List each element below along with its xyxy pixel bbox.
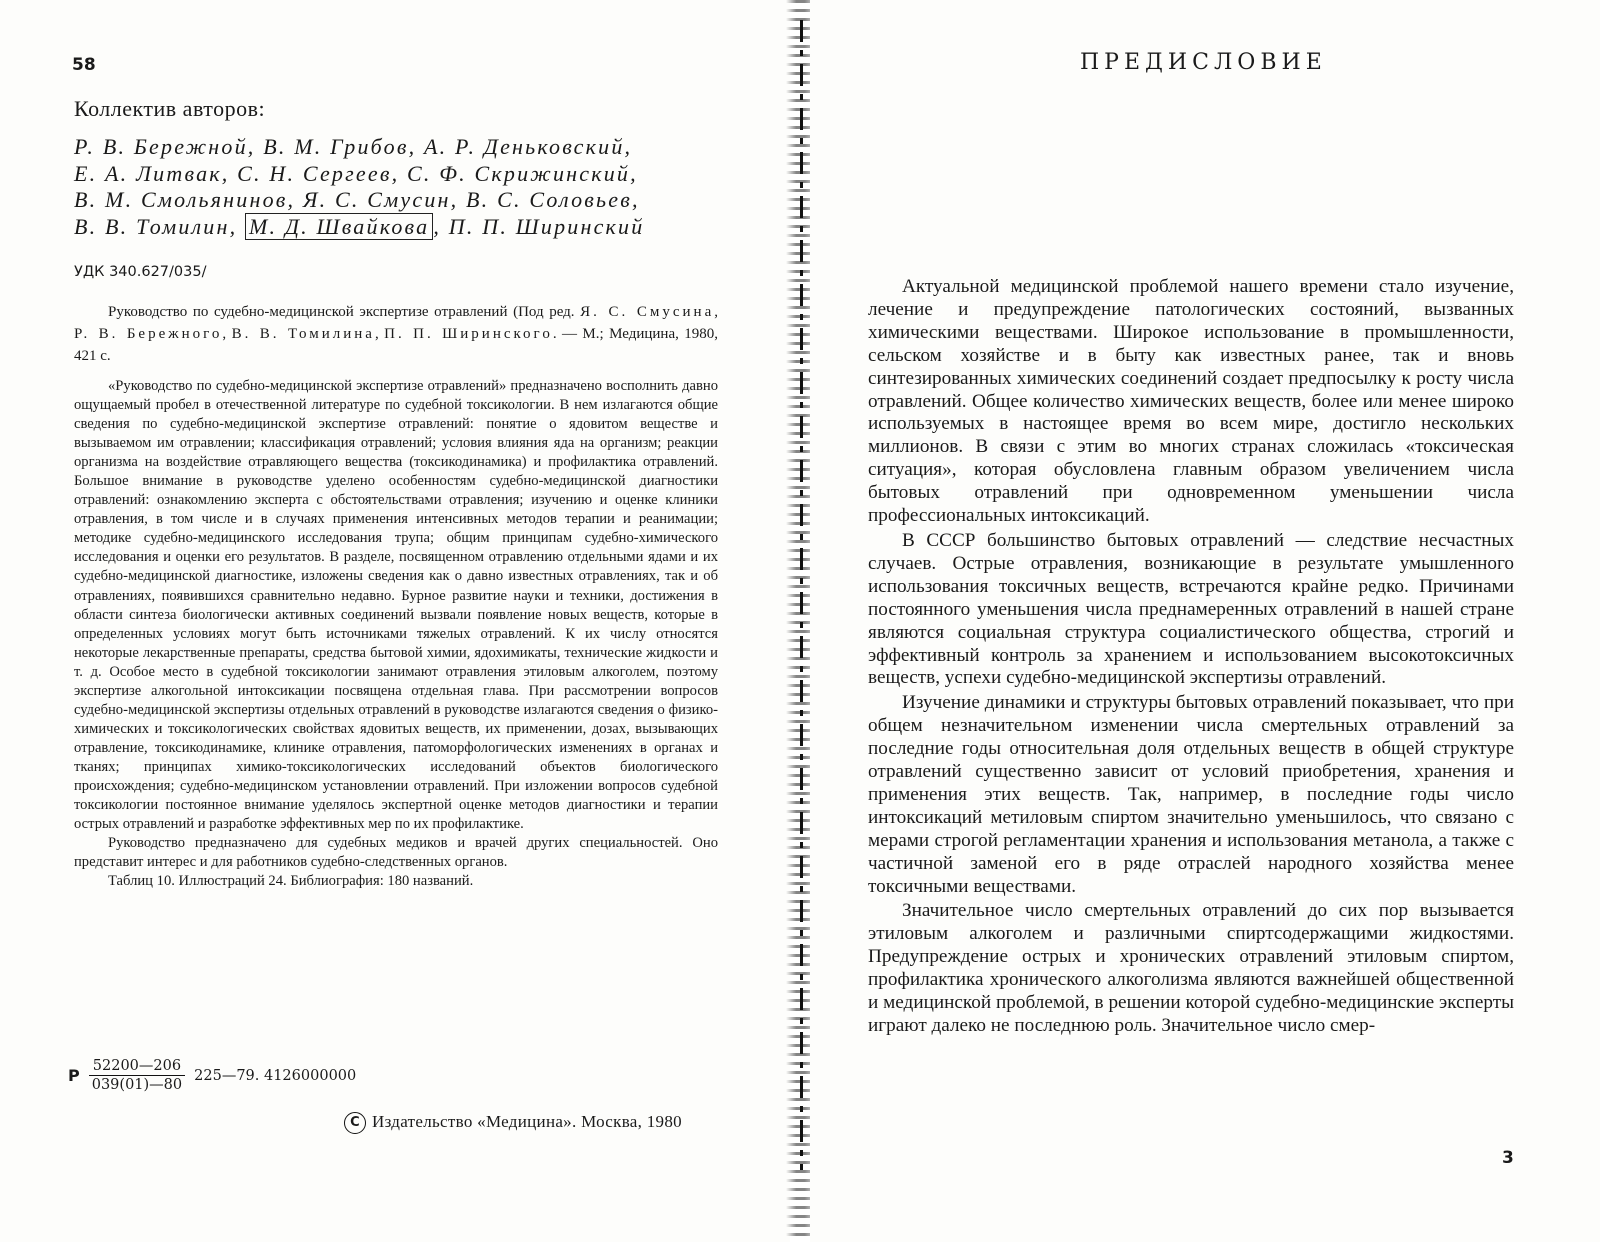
editor-name: Р. В. Бережного — [74, 326, 223, 342]
bibliography-text: . — М.; Медицина, 1980, 421 с. — [74, 326, 719, 364]
copyright-icon: C — [344, 1112, 366, 1134]
boxed-author-name: М. Д. Швайкова — [245, 213, 433, 240]
preface-title: ПРЕДИСЛОВИЕ — [1080, 50, 1327, 75]
authors-line: Р. В. Бережной, В. М. Грибов, А. Р. Деньковский, — [74, 134, 633, 159]
left-page-number: 58 — [72, 55, 96, 75]
book-spine-edge — [800, 20, 803, 1170]
catalog-index — [68, 1058, 356, 1093]
annotation-paragraph: Таблиц 10. Иллюстраций 24. Библиография: 180 названий. — [108, 873, 474, 890]
right-page — [810, 0, 1600, 1242]
preface-paragraph: В СССР большинство бытовых отравлений — следствие несчастных случаев. Острые отравления, возникающие в результате умышленного использования токсичных веществ, встречаются крайне редко. Причинами постоянного уменьшения числа преднамеренных отравлений в нашей стране являются социальная структура социалистического общества, строгий и эффективный контроль за хранением и использованием высокотоксичных веществ, успехи судебно-медицинской экспертизы отравлений. — [868, 529, 1514, 689]
editor-name: В. В. Томилина — [231, 326, 375, 342]
annotation-paragraph: Руководство предназначено для судебных медиков и врачей других специальностей. Оно представит интерес и для работников судебно-следственных органов. — [74, 835, 718, 871]
catalog-numerator: 52200—206 — [89, 1058, 185, 1076]
separator: , — [222, 326, 232, 342]
catalog-code: 225—79. 4126000000 — [194, 1067, 357, 1084]
udk-code: УДК 340.627/035/ — [74, 264, 207, 280]
preface-paragraph: Значительное число смертельных отравлений до сих пор вызывается этиловым алкоголем и различными спиртсодержащими жидкостями. Предупреждение острых и хронических отравлений этиловым спиртом, профилактика хронического алкоголизма являются важнейшей общественной и медицинской проблемой, в решении которой судебно-медицинские эксперты играют далеко не последнюю роль. Значительное число смер- — [868, 900, 1514, 1036]
left-page — [0, 0, 790, 1242]
preface-body — [868, 276, 1514, 1040]
annotation-paragraph: «Руководство по судебно-медицинской экспертизе отравлений» предназначено восполнить давно ощущаемый пробел в отечественной литературе по судебной токсикологии. В нем излагаются общие сведения по судебно-медицинской экспертизе отравлений: понятие о ядовитом веществе и вызываемом им отравлении; классификация отравлений; условия влияния яда на организм; реакции организма на воздействие отравляющего вещества (токсикодинамика) и профилактика отравлений. Большое внимание в руководстве уделено особенностям судебно-медицинской диагностики отравлений: ознакомлению эксперта с обстоятельствами отравления; изучению и оценке клиники отравления, в том числе и в случаях применения интенсивных методов терапии и реанимации; методике судебно-медицинского исследования трупа; общим принципам судебно-химического исследования и оценки его результатов. В разделе, посвященном отравлению отдельными ядами и их судебно-медицинской диагностике, изложены сведения как о давно известных отравлениях, так и об отравлениях, появившихся сравнительно недавно. Бурное развитие науки и техники, достижения в области синтеза биологически активных соединений вызвали появление новых веществ, которые в определенных условиях могут быть источниками тяжелых отравлений. К их числу относятся некоторые лекарственные препараты, средства бытовой химии, ядохимикаты, технические жидкости и т. д. Особое место в судебной токсикологии занимают отравления этиловым алкоголем, поэтому экспертизе алкогольной интоксикации посвящена отдельная глава. При рассмотрении вопросов судебно-медицинской экспертизы отдельных отравлений в руководстве излагаются сведения о физико-химических и токсикологических свойствах ядовитых веществ, их применении, дозах, вызывающих отравление, токсикодинамике, клинике отравления, патоморфологических изменениях в органах и тканях; принципах химико-токсикологических исследований объектов биологического происхождения; судебно-медицинском установлении отравлений. При изложении вопросов судебной токсикологии постоянное внимание уделялось экспертной оценке методов диагностики и терапии острых отравлений и разработке эффективных мер по их профилактике. — [74, 378, 718, 833]
authors-line: Е. А. Литвак, С. Н. Сергеев, С. Ф. Скрижинский, — [74, 160, 638, 186]
annotation — [74, 377, 718, 891]
separator: , — [374, 326, 385, 342]
catalog-fraction — [88, 1058, 186, 1093]
preface-paragraph: Изучение динамики и структуры бытовых отравлений показывает, что при общем незначительном изменении числа смертельных отравлений за последние годы относительная доля отдельных веществ в общей структуре отравлений существенно зависит от условий приобретения, хранения и применения этих веществ. Так, например, в последние годы число интоксикаций метиловым спиртом значительно уменьшилось, что связано с мерами строгой регламентации хранения и использования метанола, а также с частичной заменой его в ряде отраслей народного хозяйства менее токсичными веществами. — [868, 692, 1514, 897]
bibliographic-record — [74, 301, 718, 367]
author-names: , П. П. Ширинский — [433, 213, 645, 239]
editor-name: П. П. Ширинского — [384, 326, 553, 342]
catalog-denominator: 039(01)—80 — [91, 1077, 183, 1093]
right-page-number: 3 — [1502, 1148, 1514, 1168]
authors-line: В. М. Смольянинов, Я. С. Смусин, В. С. Соловьев, — [74, 187, 640, 212]
authors-heading: Коллектив авторов: — [74, 96, 266, 121]
copyright-text: Издательство «Медицина». Москва, 1980 — [372, 1112, 682, 1131]
author-names: В. В. Томилин, — [74, 213, 246, 239]
bibliography-text: Руководство по судебно-медицинской экспертизе отравлений (Под ред. — [108, 304, 581, 320]
authors-list — [74, 134, 754, 240]
separator: , — [714, 304, 718, 320]
catalog-letter: Р — [68, 1066, 80, 1085]
preface-paragraph: Актуальной медицинской проблемой нашего времени стало изучение, лечение и предупреждение патологических состояний, вызванных химическими веществами. Широкое использование в промышленности, сельском хозяйстве и в быту как известных ранее, так и вновь синтезированных химических соединений создает предпосылку к росту числа отравлений. Общее количество химических веществ, более или менее широко используемых в настоящее время во всем мире, достигло нескольких миллионов. В связи с этим во многих странах сложилась «токсическая ситуация», которая обусловлена главным образом увеличением числа бытовых отравлений при одновременном уменьшении числа профессиональных интоксикаций. — [868, 276, 1514, 527]
copyright-notice — [344, 1112, 682, 1134]
authors-line — [74, 214, 754, 241]
editor-name: Я. С. Смусина — [580, 304, 715, 320]
